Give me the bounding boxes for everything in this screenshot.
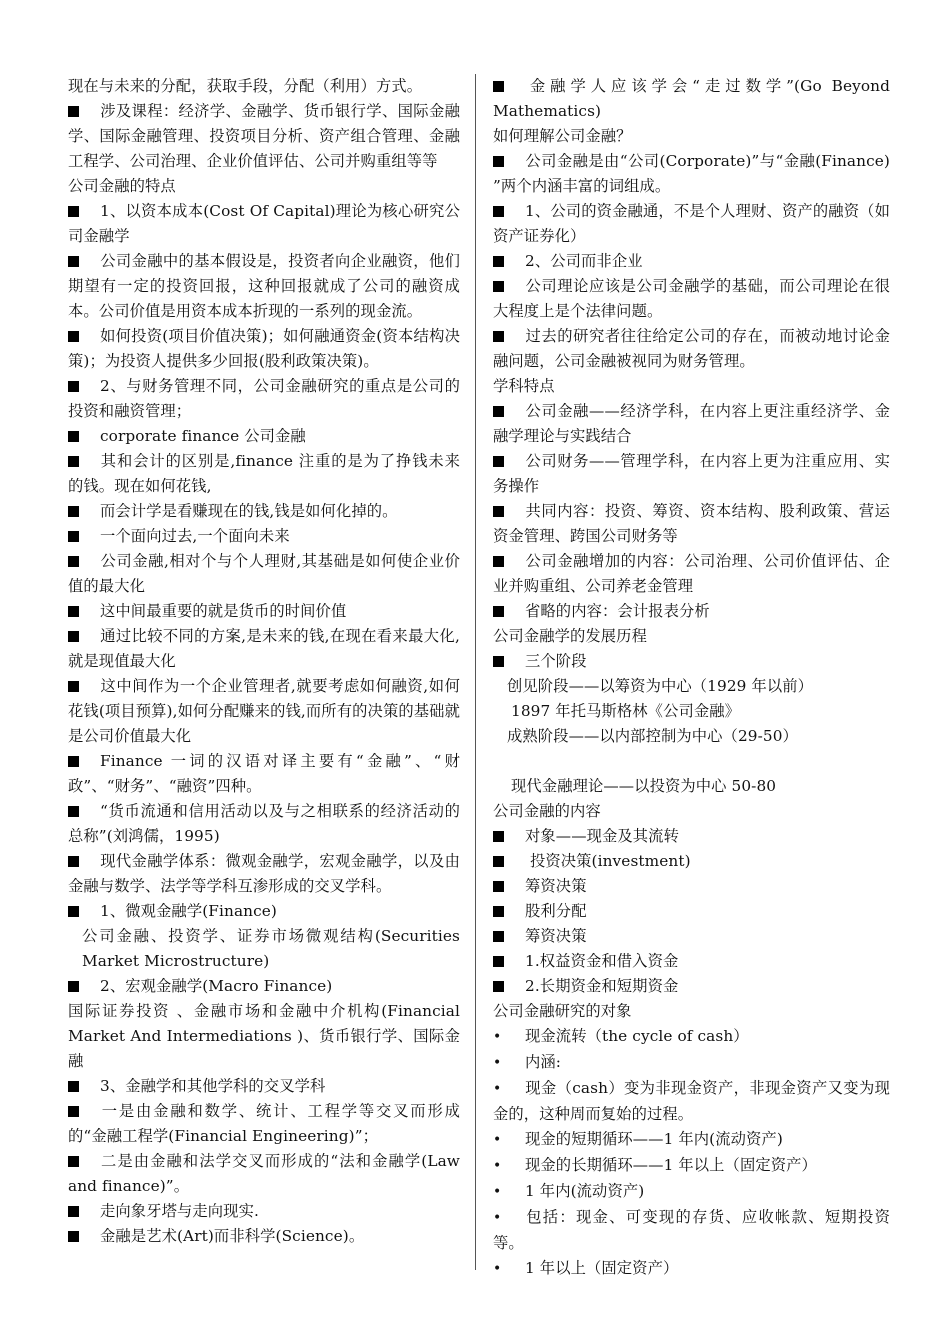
paragraph-text: 1、以资本成本(Cost Of Capital)理论为核心研究公司金融学 <box>68 202 460 245</box>
square-bullet-icon <box>68 431 79 442</box>
right-paragraph <box>493 724 890 749</box>
right-paragraph <box>493 774 890 799</box>
square-bullet-icon <box>68 1106 79 1117</box>
paragraph-text: 三个阶段 <box>525 652 587 670</box>
square-bullet-icon <box>68 756 79 767</box>
paragraph-text: 现在与未来的分配，获取手段，分配（利用）方式。 <box>68 77 423 95</box>
dot-bullet-icon: • <box>493 1055 502 1071</box>
right-paragraph <box>493 549 890 599</box>
paragraph-text: 股利分配 <box>525 902 587 920</box>
dot-bullet-icon: • <box>493 1261 502 1277</box>
square-bullet-icon <box>493 81 504 92</box>
paragraph-text: 金融是艺术(Art)而非科学(Science)。 <box>100 1227 365 1245</box>
paragraph-text: 公司金融研究的对象 <box>493 1002 632 1020</box>
right-paragraph <box>493 899 890 924</box>
paragraph-text: 公司金融的特点 <box>68 177 176 195</box>
dot-bullet-icon: • <box>493 1081 502 1097</box>
paragraph-text: 包括：现金、可变现的存货、应收帐款、短期投资等。 <box>493 1208 890 1252</box>
paragraph-text: 筹资决策 <box>525 927 587 945</box>
paragraph-text: 2、公司而非企业 <box>525 252 643 270</box>
paragraph-text: 如何投资(项目价值决策)；如何融通资金(资本结构决策)；为投资人提供多少回报(股利政策决策)。 <box>68 327 460 370</box>
paragraph-text: corporate finance 公司金融 <box>100 427 306 445</box>
dot-bullet-icon: • <box>493 1210 502 1226</box>
left-paragraph <box>68 74 460 99</box>
right-paragraph <box>493 274 890 324</box>
paragraph-text: 公司金融是由“公司(Corporate)”与“金融(Finance) ”两个内涵丰富的词组成。 <box>493 152 890 195</box>
right-paragraph <box>493 1076 890 1127</box>
square-bullet-icon <box>493 331 504 342</box>
paragraph-text: 对象——现金及其流转 <box>525 827 679 845</box>
right-paragraph <box>493 399 890 449</box>
right-paragraph <box>493 799 890 824</box>
right-paragraph <box>493 624 890 649</box>
square-bullet-icon <box>493 856 504 867</box>
left-paragraph <box>68 924 460 974</box>
paragraph-text: 现金的短期循环——1 年内(流动资产) <box>525 1130 783 1148</box>
paragraph-text: 一个面向过去,一个面向未来 <box>100 527 290 545</box>
right-paragraph <box>493 324 890 374</box>
paragraph-text: Finance 一词的汉语对译主要有“金融”、“财政”、“财务”、“融资”四种。 <box>68 752 460 795</box>
left-paragraph <box>68 1224 460 1249</box>
right-paragraph <box>493 1024 890 1050</box>
dot-bullet-icon: • <box>493 1132 502 1148</box>
paragraph-text: 二是由金融和法学交叉而形成的“法和金融学(Law and finance)”。 <box>68 1152 460 1195</box>
square-bullet-icon <box>68 606 79 617</box>
left-paragraph <box>68 249 460 324</box>
paragraph-text: 1897 年托马斯格林《公司金融》 <box>511 702 741 720</box>
paragraph-text: 公司金融增加的内容：公司治理、公司价值评估、企业并购重组、公司养老金管理 <box>493 552 890 595</box>
paragraph-text: 筹资决策 <box>525 877 587 895</box>
right-paragraph <box>493 599 890 624</box>
paragraph-text: 金融学人应该学会“走过数学”(Go Beyond Mathematics) <box>493 77 890 120</box>
left-paragraph <box>68 174 460 199</box>
left-paragraph <box>68 1074 460 1099</box>
right-paragraph <box>493 999 890 1024</box>
right-paragraph <box>493 74 890 124</box>
paragraph-text: 而会计学是看赚现在的钱,钱是如何化掉的。 <box>100 502 398 520</box>
square-bullet-icon <box>493 156 504 167</box>
paragraph-text: 内涵: <box>525 1053 562 1071</box>
paragraph-text: 现金的长期循环——1 年以上（固定资产） <box>525 1156 817 1174</box>
right-paragraph <box>493 1256 890 1282</box>
square-bullet-icon <box>68 1231 79 1242</box>
right-paragraph <box>493 974 890 999</box>
left-paragraph <box>68 674 460 749</box>
paragraph-text: 这中间作为一个企业管理者,就要考虑如何融资,如何花钱(项目预算),如何分配赚来的钱,而所有的决策的基础就是公司价值最大化 <box>68 677 460 745</box>
dot-bullet-icon: • <box>493 1029 502 1045</box>
right-paragraph <box>493 1205 890 1256</box>
paragraph-text: 通过比较不同的方案,是未来的钱,在现在看来最大化,就是现值最大化 <box>68 627 460 670</box>
dot-bullet-icon: • <box>493 1184 502 1200</box>
right-paragraph <box>493 499 890 549</box>
paragraph-text: 省略的内容：会计报表分析 <box>525 602 710 620</box>
square-bullet-icon <box>493 831 504 842</box>
left-paragraph <box>68 999 460 1074</box>
square-bullet-icon <box>493 406 504 417</box>
paragraph-text: 1.权益资金和借入资金 <box>525 952 679 970</box>
paragraph-text: 公司金融、投资学、证券市场微观结构(Securities Market Microstructure) <box>82 927 460 970</box>
left-paragraph <box>68 324 460 374</box>
paragraph-text: 1、公司的资金融通，不是个人理财、资产的融资（如资产证券化） <box>493 202 890 245</box>
left-paragraph <box>68 799 460 849</box>
paragraph-text: 如何理解公司金融？ <box>493 127 632 145</box>
left-paragraph <box>68 199 460 249</box>
square-bullet-icon <box>68 1206 79 1217</box>
right-paragraph <box>493 649 890 674</box>
left-paragraph <box>68 749 460 799</box>
paragraph-text: 投资决策(investment) <box>525 852 691 870</box>
square-bullet-icon <box>493 556 504 567</box>
square-bullet-icon <box>493 981 504 992</box>
left-paragraph <box>68 449 460 499</box>
paragraph-text: 共同内容：投资、筹资、资本结构、股利政策、营运资金管理、跨国公司财务等 <box>493 502 890 545</box>
left-paragraph <box>68 99 460 174</box>
square-bullet-icon <box>493 206 504 217</box>
left-paragraph <box>68 899 460 924</box>
right-column <box>493 74 890 1282</box>
square-bullet-icon <box>68 531 79 542</box>
left-paragraph <box>68 974 460 999</box>
paragraph-text: 2、宏观金融学(Macro Finance) <box>100 977 333 995</box>
square-bullet-icon <box>68 206 79 217</box>
square-bullet-icon <box>68 331 79 342</box>
square-bullet-icon <box>493 906 504 917</box>
paragraph-text: 现金流转（the cycle of cash） <box>525 1027 749 1045</box>
square-bullet-icon <box>493 881 504 892</box>
paragraph-text: 公司金融——经济学科，在内容上更注重经济学、金融学理论与实践结合 <box>493 402 890 445</box>
paragraph-text: 公司财务——管理学科，在内容上更为注重应用、实务操作 <box>493 452 890 495</box>
paragraph-text: 创见阶段——以筹资为中心（1929 年以前） <box>507 677 814 695</box>
square-bullet-icon <box>68 506 79 517</box>
left-paragraph <box>68 849 460 899</box>
paragraph-text: 1 年以上（固定资产） <box>525 1259 679 1277</box>
paragraph-text: 1、微观金融学(Finance) <box>100 902 277 920</box>
square-bullet-icon <box>68 981 79 992</box>
right-paragraph <box>493 1050 890 1076</box>
paragraph-text: 3、金融学和其他学科的交叉学科 <box>100 1077 326 1095</box>
right-paragraph <box>493 1127 890 1153</box>
left-paragraph <box>68 549 460 599</box>
square-bullet-icon <box>68 381 79 392</box>
paragraph-text: 公司金融学的发展历程 <box>493 627 647 645</box>
left-paragraph <box>68 524 460 549</box>
square-bullet-icon <box>493 606 504 617</box>
right-paragraph <box>493 199 890 249</box>
left-paragraph <box>68 1099 460 1149</box>
paragraph-text: 2、与财务管理不同，公司金融研究的重点是公司的投资和融资管理； <box>68 377 460 420</box>
paragraph-text: 公司金融的内容 <box>493 802 601 820</box>
left-paragraph <box>68 499 460 524</box>
left-paragraph <box>68 424 460 449</box>
right-paragraph <box>493 749 890 774</box>
paragraph-text: 公司金融,相对个与个人理财,其基础是如何使企业价值的最大化 <box>68 552 460 595</box>
dot-bullet-icon: • <box>493 1158 502 1174</box>
square-bullet-icon <box>68 906 79 917</box>
left-paragraph <box>68 599 460 624</box>
paragraph-text: 1 年内(流动资产) <box>525 1182 645 1200</box>
paragraph-text: 公司金融中的基本假设是，投资者向企业融资，他们期望有一定的投资回报，这种回报就成了公司的融资成本。公司价值是用资本成本折现的一系列的现金流。 <box>68 252 460 320</box>
left-column <box>68 74 460 1249</box>
square-bullet-icon <box>493 956 504 967</box>
right-paragraph <box>493 1153 890 1179</box>
paragraph-text: 一是由金融和数学、统计、工程学等交叉而形成的“金融工程学(Financial Engineering)”； <box>68 1102 460 1145</box>
left-paragraph <box>68 1149 460 1199</box>
paragraph-text: 现代金融学体系：微观金融学，宏观金融学，以及由金融与数学、法学等学科互渗形成的交叉学科。 <box>68 852 460 895</box>
right-paragraph <box>493 849 890 874</box>
square-bullet-icon <box>493 281 504 292</box>
square-bullet-icon <box>68 681 79 692</box>
paragraph-text: 其和会计的区别是,finance 注重的是为了挣钱未来的钱。现在如何花钱, <box>68 452 460 495</box>
square-bullet-icon <box>493 931 504 942</box>
paragraph-text: “货币流通和信用活动以及与之相联系的经济活动的总称”(刘鸿儒，1995) <box>68 802 460 845</box>
left-paragraph <box>68 624 460 674</box>
paragraph-text: 2.长期资金和短期资金 <box>525 977 679 995</box>
square-bullet-icon <box>68 1156 79 1167</box>
square-bullet-icon <box>493 456 504 467</box>
square-bullet-icon <box>493 656 504 667</box>
right-paragraph <box>493 1179 890 1205</box>
right-paragraph <box>493 924 890 949</box>
right-paragraph <box>493 449 890 499</box>
paragraph-text: 现金（cash）变为非现金资产，非现金资产又变为现金的，这种周而复始的过程。 <box>493 1079 890 1123</box>
paragraph-text: 过去的研究者往往给定公司的存在，而被动地讨论金融问题，公司金融被视同为财务管理。 <box>493 327 890 370</box>
square-bullet-icon <box>493 256 504 267</box>
left-paragraph <box>68 1199 460 1224</box>
right-paragraph <box>493 874 890 899</box>
paragraph-text: 这中间最重要的就是货币的时间价值 <box>100 602 347 620</box>
square-bullet-icon <box>68 256 79 267</box>
square-bullet-icon <box>68 856 79 867</box>
right-paragraph <box>493 699 890 724</box>
right-paragraph <box>493 674 890 699</box>
left-paragraph <box>68 374 460 424</box>
paragraph-text: 涉及课程：经济学、金融学、货币银行学、国际金融学、国际金融管理、投资项目分析、资产组合管理、金融工程学、公司治理、企业价值评估、公司并购重组等等 <box>68 102 460 170</box>
right-paragraph <box>493 374 890 399</box>
right-paragraph <box>493 124 890 149</box>
square-bullet-icon <box>68 556 79 567</box>
right-paragraph <box>493 149 890 199</box>
right-paragraph <box>493 824 890 849</box>
square-bullet-icon <box>68 456 79 467</box>
square-bullet-icon <box>68 106 79 117</box>
paragraph-text: 成熟阶段——以内部控制为中心（29-50） <box>507 727 798 745</box>
paragraph-text: 公司理论应该是公司金融学的基础，而公司理论在很大程度上是个法律问题。 <box>493 277 890 320</box>
paragraph-text: 国际证券投资 、金融市场和金融中介机构(Financial Market And Intermediations )、货币银行学、国际金融 <box>68 1002 460 1070</box>
paragraph-text: 现代金融理论——以投资为中心 50-80 <box>511 777 777 795</box>
column-divider <box>475 74 476 1270</box>
square-bullet-icon <box>493 506 504 517</box>
paragraph-text: 学科特点 <box>493 377 555 395</box>
right-paragraph <box>493 949 890 974</box>
square-bullet-icon <box>68 806 79 817</box>
paragraph-text: 走向象牙塔与走向现实. <box>100 1202 259 1220</box>
square-bullet-icon <box>68 1081 79 1092</box>
right-paragraph <box>493 249 890 274</box>
square-bullet-icon <box>68 631 79 642</box>
